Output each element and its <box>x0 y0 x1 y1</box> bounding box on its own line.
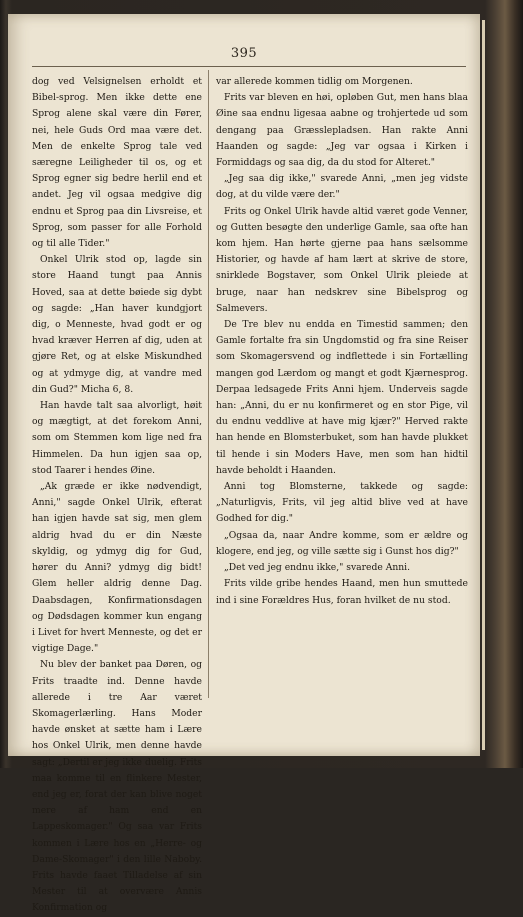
paragraph: „Ak græde er ikke nødvendigt, Anni," sagde Onkel Ulrik, efterat han igjen havde sat sig, men glem aldrig hvad du er din Næste skyldig, og ydmyg dig for Gud, hører du Anni? ydmyg dig bidt! Glem heller aldrig denne Dag. Daabsdagen, Konfirmationsdagen og Dødsdagen kommer kun engang i Livet for hvert Menneste, og det er vigtige Dage." <box>32 481 202 655</box>
paragraph: De Tre blev nu endda en Timestid sammen; den Gamle fortalte fra sin Ungdomstid og fra sine Reiser som Skomagersvend og indflettede i sin Fortælling mangen god Lærdom og mangt et godt Kjærnesprog. Derpaa ledsagede Frits Anni hjem. Underveis sagde han: „Anni, du er nu konfirmeret og en stor Pige, vil du endnu veddlive at have mig kjær?" Herved rakte han hende en Blomsterbuket, som han havde plukket til hende i sin Moders Have, men som han hidtil havde beholdt i Haanden. <box>216 319 468 476</box>
left-column <box>32 74 202 917</box>
paragraph: „Jeg saa dig ikke," svarede Anni, „men jeg vidste dog, at du vilde være der." <box>216 173 468 201</box>
paragraph: „Det ved jeg endnu ikke," svarede Anni. <box>224 562 411 574</box>
right-column <box>216 74 468 609</box>
page-number: 395 <box>230 46 258 61</box>
page-edge <box>482 20 485 750</box>
paragraph: Frits og Onkel Ulrik havde altid været gode Venner, og Gutten besøgte den underlige Gamle, saa ofte han kom hjem. Han hørte gjerne paa hans sælsomme Historier, og havde af ham lært at skrive de store, snirklede Bogstaver, som Onkel Ulrik pleiede at bruge, naar han nedskrev sine Bibelsprog og Salmevers. <box>216 205 468 314</box>
header-rule <box>32 66 466 67</box>
paragraph: Onkel Ulrik stod op, lagde sin store Haand tungt paa Annis Hoved, saa at dette bøiede sig dybt og sagde: „Han haver kundgjort dig, o Menneste, hvad godt er og hvad kræver Herren af dig, uden at gjøre Ret, og at elske Miskundhed og at ydmyge dig, at vandre med din Gud?" Micha 6, 8. <box>32 254 202 395</box>
paragraph: dog ved Velsignelsen erholdt et Bibel-sprog. Men ikke dette ene Sprog alene skal være din Fører, nei, hele Guds Ord maa være det. Men de enkelte Sprog tale ved særegne Leiligheder til os, og et Sprog egner sig bedre herlil end et andet. Jeg vil ogsaa medgive dig endnu et Sprog paa din Livsreise, et Sprog, som passer for alle Forhold og til alle Tider." <box>32 76 202 250</box>
book-page <box>8 14 480 914</box>
paragraph: Frits var bleven en høi, opløben Gut, men hans blaa Øine saa endnu ligesaa aabne og trohjertede ud som dengang paa Græsslepladsen. Han rakte Anni Haanden og sagde: „Jeg var ogsaa i Kirken i Formiddags og saa dig, da du stod for Alteret." <box>216 92 468 169</box>
paragraph: Han havde talt saa alvorligt, høit og mægtigt, at det forekom Anni, som om Stemmen kom lige ned fra Himmelen. Da hun igjen saa op, stod Taarer i hendes Øine. <box>32 400 202 476</box>
paragraph: var allerede kommen tidlig om Morgenen. <box>216 76 413 87</box>
paragraph: Frits vilde gribe hendes Haand, men hun smuttede ind i sine Forældres Hus, foran hvilket de nu stod. <box>216 578 468 606</box>
paragraph: Nu blev der banket paa Døren, og Frits traadte ind. Denne havde allerede i tre Aar været Skomagerlærling. Hans Moder havde ønsket at sætte ham i Lære hos Onkel Ulrik, men denne havde sagt: „Dertil er jeg ikke duelig. Frits maa komme til en flinkere Mester, end jeg er, forat der kan blive noget mere af ham end en Lappeskomager." Og saa var Frits kommen i Lære hos en „Herre- og Dame-Skomager" i den lille Naboby. Frits havde faaet Tilladelse af sin Mester til at overvære Annis Konfirmation og <box>32 659 202 914</box>
paragraph: „Ogsaa da, naar Andre komme, som er ældre og klogere, end jeg, og ville sætte sig i Gunst hos dig?" <box>216 529 468 557</box>
column-divider <box>208 70 209 698</box>
paragraph: Anni tog Blomsterne, takkede og sagde: „Naturligvis, Frits, vil jeg altid blive ved at have Godhed for dig." <box>216 481 468 525</box>
